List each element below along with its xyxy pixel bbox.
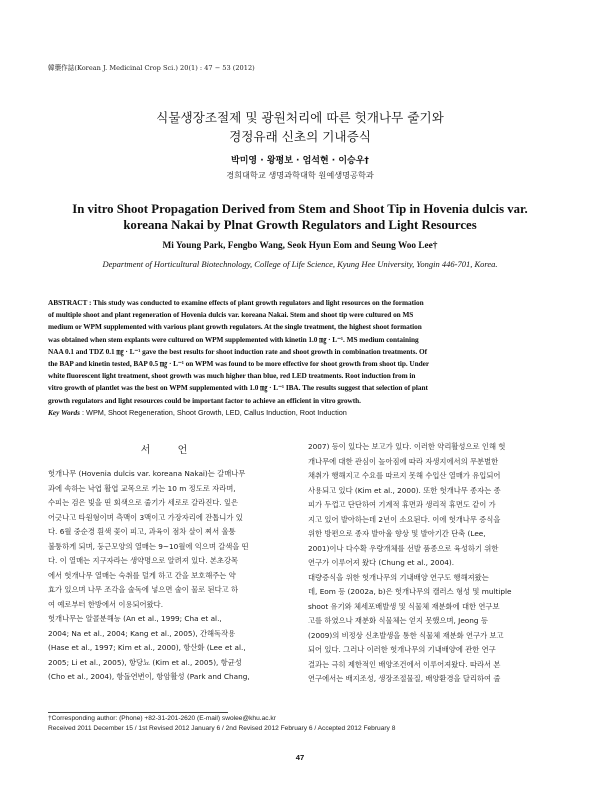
body-line: 에서 헛개나무 열매는 숙취를 덜게 하고 간을 보호해주는 약 bbox=[48, 570, 236, 580]
journal-citation: 韓藥作誌(Korean J. Medicinal Crop Sci.) 20(1) : 47 − 53 (2012) bbox=[48, 64, 255, 72]
keywords-list: : WPM, Shoot Regeneration, Shoot Growth, LED, Callus Induction, Root Induction bbox=[79, 408, 347, 417]
body-line: 지고 있어 발아하는데 2년이 소요된다. 이에 헛개나무 증식을 bbox=[308, 514, 501, 524]
body-line: 위한 방편으로 종자 발아율 향상 및 발아기간 단축 (Lee, bbox=[308, 529, 486, 538]
footnote-divider bbox=[48, 712, 228, 713]
keywords bbox=[48, 408, 558, 417]
abstract-line: vitro growth of plantlet was the best on WPM supplemented with 1.0 ㎎ · L⁻¹ IBA. The results suggest that selection of plant bbox=[48, 383, 428, 393]
body-line: 연구에서는 배지조성, 생장조절물질, 배양환경을 달리하여 줄 bbox=[308, 674, 501, 683]
body-line: 어긋나고 타원형이며 측맥이 3맥이고 가장자리에 잔톱니가 있 bbox=[48, 512, 243, 522]
body-line: (Cho et al., 2004), 항돌연변이, 항암활성 (Park and Chang, bbox=[48, 672, 250, 681]
body-line: 채취가 행해지고 수요를 따르지 못해 수입산 열매가 유입되어 bbox=[308, 471, 501, 480]
abstract-line: white fluorescent light treatment, shoot growth was much higher than blue, red LED treatments. Root induction from in bbox=[48, 371, 416, 381]
keywords-label: Key Words bbox=[48, 408, 80, 417]
body-line: 수피는 검은 빛을 띤 회색으로 줄기가 세로로 갈라진다. 잎은 bbox=[48, 498, 239, 507]
footnote-received-dates: Received 2011 December 15 / 1st Revised 2012 January 6 / 2nd Revised 2012 February 6 / Accepted 2012 February 8 bbox=[48, 725, 396, 732]
english-authors: Mi Young Park, Fengbo Wang, Seok Hyun Eom and Seung Woo Lee† bbox=[162, 241, 438, 251]
page-number: 47 bbox=[295, 753, 305, 762]
abstract-line: of multiple shoot and plant regeneration of Hovenia dulcis var. koreana Nakai. Stem and shoot tip were cultured on MS bbox=[48, 310, 414, 320]
right-column bbox=[308, 440, 552, 687]
abstract-line: the BAP and kinetin tested, BAP 0.5 ㎎ · L⁻¹ on WPM was found to be more effective for shoot growth from shoot tip. Under bbox=[48, 359, 430, 369]
body-line: 여 예로부터 한방에서 이용되어왔다. bbox=[48, 599, 164, 609]
footnote-corresponding-author: †Corresponding author: (Phone) +82-31-201-2620 (E-mail) swolee@khu.ac.kr bbox=[48, 715, 276, 722]
body-line: 2005; Li et al., 2005), 항당뇨 (Kim et al., 2005), 항균성 bbox=[48, 657, 242, 667]
body-line: shoot 유기와 체세포배발생 및 식물체 재분화에 대한 연구보 bbox=[308, 601, 500, 611]
body-line: 불퉁하게 되며, 둥근모양의 열매는 9~10월에 익으며 갈색을 띤 bbox=[48, 541, 249, 551]
body-line: (Hase et al., 1997; Kim et al., 2000), 항산화 (Lee et al., bbox=[48, 643, 246, 652]
korean-authors: 박미영 · 왕평보 · 엄석현 · 이승우† bbox=[231, 156, 369, 166]
section-title: 서 언 bbox=[140, 445, 200, 456]
body-line: (2009)의 비정상 신초발생을 통한 식물체 재분화 연구가 보고 bbox=[308, 630, 504, 640]
body-line: 효가 있으며 나무 조각을 술독에 넣으면 술이 물로 된다고 하 bbox=[48, 585, 239, 594]
body-line: 다. 6월 중순경 흰색 꽃이 피고, 과육이 점차 살이 찌서 울퉁 bbox=[48, 527, 236, 536]
body-line: 데, Eom 등 (2002a, b)은 헛개나무의 캘러스 형성 및 multiple bbox=[308, 587, 512, 596]
body-line: 다. 이 열매는 지구자라는 생약명으로 알려져 있다. 본초강목 bbox=[48, 556, 239, 565]
body-line: 사용되고 있다 (Kim et al., 2000). 또한 헛개나무 종자는 종 bbox=[308, 485, 501, 495]
body-line: 고를 하였으나 재분화 식물체는 얻지 못했으며, Jeong 등 bbox=[308, 616, 488, 625]
abstract-line: medium or WPM supplemented with various plant growth regulators. At the single treatment, the highest shoot formation bbox=[48, 322, 422, 332]
korean-title-line-1: 식물생장조절제 및 광원처리에 따른 헛개나무 줄기와 bbox=[156, 110, 444, 125]
body-line: 2007) 등이 있다는 보고가 있다. 이러한 약리활성으로 인해 헛 bbox=[308, 442, 506, 451]
left-column bbox=[48, 440, 292, 685]
abstract-line: ABSTRACT : This study was conducted to examine effects of plant growth regulators and light resources on the formation bbox=[48, 298, 424, 307]
body-line: 결과는 극히 제한적인 배양조건에서 이루어져왔다. 따라서 본 bbox=[308, 659, 501, 669]
abstract-line: was obtained when stem explants were cultured on WPM supplemented with kinetin 1.0 ㎎ · L⁻¹. MS medium containing bbox=[48, 334, 419, 344]
abstract-line: growth regulators and light resources could be important factor to achieve an efficient in vitro growth. bbox=[48, 395, 361, 405]
english-title-line-1: In vitro Shoot Propagation Derived from Stem and Shoot Tip in Hovenia dulcis var. bbox=[72, 202, 528, 216]
body-line: 되어 있다. 그러나 이러한 헛개나무의 기내배양에 관한 연구 bbox=[308, 645, 496, 654]
korean-title-line-2: 경정유래 신초의 기내증식 bbox=[229, 129, 371, 144]
body-line: 대량증식을 위한 헛개나무의 기내배양 연구도 행해져왔는 bbox=[308, 572, 489, 582]
abstract-line: NAA 0.1 and TDZ 0.1 ㎎ · L⁻¹ gave the best results for shoot induction rate and shoot growth in combination treatments. Of bbox=[48, 346, 427, 356]
body-line: 과에 속하는 낙엽 활엽 교목으로 키는 10 m 정도로 자라며, bbox=[48, 483, 236, 493]
english-affiliation: Department of Horticultural Biotechnology, College of Life Science, Kyung Hee University, Yongin 446-701, Korea. bbox=[102, 259, 498, 269]
body-line: 개나무에 대한 관심이 높아짐에 따라 자생지에서의 무분별한 bbox=[308, 456, 499, 466]
body-line: 헛개나무는 알콜분해능 (An et al., 1999; Cha et al., bbox=[48, 614, 222, 623]
english-title-line-2: koreana Nakai by Plnat Growth Regulators and Light Resources bbox=[123, 218, 477, 232]
korean-affiliation: 경희대학교 생명과학대학 원예생명공학과 bbox=[226, 170, 374, 180]
body-line: 헛개나무 (Hovenia dulcis var. koreana Nakai)는 갈매나무 bbox=[48, 469, 246, 478]
body-line: 2001)이나 다수확 우량개체를 선발 품종으로 육성하기 위한 bbox=[308, 543, 499, 553]
abstract bbox=[48, 297, 552, 407]
body-line: 피가 두껍고 단단하여 기계적 휴면과 생리적 휴면도 같이 가 bbox=[308, 500, 496, 509]
body-line: 2004; Na et al., 2004; Kang et al., 2005), 간해독작용 bbox=[48, 628, 236, 638]
body-line: 연구가 이루어져 왔다 (Chung et al., 2004). bbox=[308, 558, 455, 567]
